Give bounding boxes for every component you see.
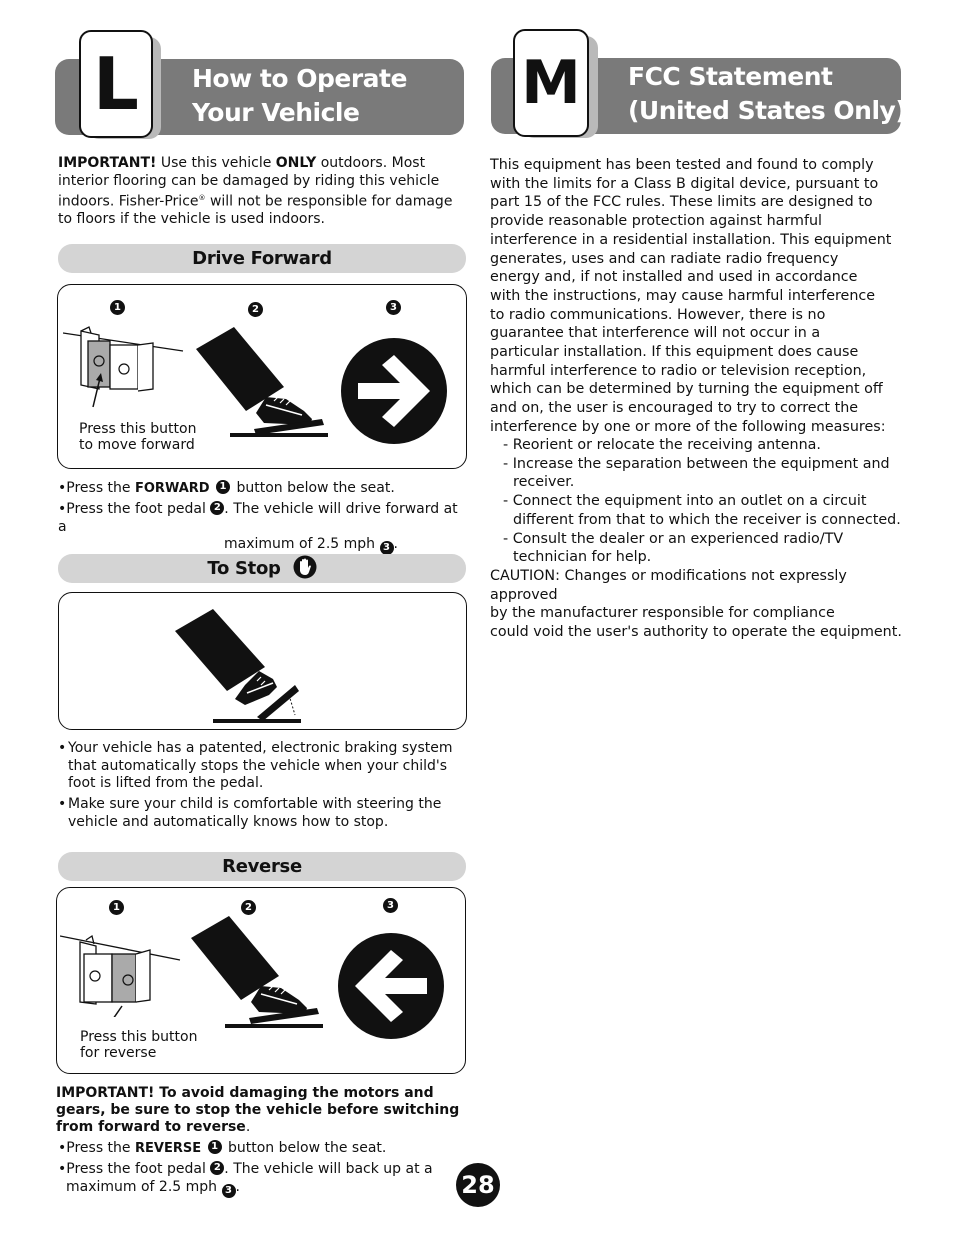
fcc-measure-item: - Increase the separation between the equipment and receiver. [503,455,890,491]
step-1-badge: 1 [110,300,125,315]
fcc-measure-item: - Consult the dealer or an experienced radio/TV technician for help. [503,530,844,566]
foot-pedal-press-illustration [189,916,329,1031]
reverse-bullet-2: •Press the foot pedal 2 . The vehicle will back up at a maximum of 2.5 mph 3 . [58,1161,433,1196]
title-line-2: (United States Only) [628,96,907,125]
caution-line: by the manufacturer responsible for compliance [490,605,835,622]
title-line-1: FCC Statement [628,62,833,91]
bullet-text: Make sure your child is comfortable with steering the vehicle and automatically knows how to stop. [68,796,442,830]
step-2-badge: 2 [248,302,263,317]
step-2-badge: 2 [241,900,256,915]
fcc-measure-item: - Connect the equipment into an outlet on a circuit different from that to which the receiver is connected. [503,493,901,528]
foot-pedal-press-illustration [194,327,334,442]
reverse-important-note [56,1085,466,1136]
to-stop-label: To Stop [207,558,281,579]
title-line-2: Your Vehicle [192,98,360,127]
section-l-title [192,62,407,130]
caption-line: for reverse [80,1045,157,1061]
step-2-badge: 2 [210,1161,224,1175]
fcc-measure-item: - Reorient or relocate the receiving antenna. [503,437,821,453]
bullet-text: maximum of 2.5 mph [224,536,380,552]
bullet-text: . The vehicle will back up at a [224,1161,433,1177]
bullet-text: Press the foot pedal [66,501,211,517]
bullet-text: button below the seat. [232,480,395,496]
reverse-label: REVERSE [135,1141,202,1156]
step-3-badge: 3 [222,1184,236,1198]
forward-arrow-icon [340,337,448,445]
forward-bullet-1: •Press the FORWARD 1 button below the seat. [58,480,395,496]
intro-paragraph [58,155,453,229]
bullet-text: button below the seat. [223,1140,387,1156]
bullet-text: Press the [66,480,135,496]
step-1-badge: 1 [208,1140,222,1154]
important-text: IMPORTANT! To avoid damaging the motors and gears, be sure to stop the vehicle before switching from forward to reverse [56,1085,460,1135]
section-letter-m: M [513,29,589,137]
intro-text: will not be responsible for damage to floors if the vehicle is used indoors. [58,193,453,228]
important-label: IMPORTANT! [58,155,157,171]
bullet-text: Press the foot pedal [66,1161,211,1177]
stop-hand-icon [293,555,317,579]
forward-label: FORWARD [135,481,210,496]
seat-button-illustration [60,932,185,1017]
reverse-panel [56,887,466,1074]
step-1-badge: 1 [109,900,124,915]
page-number: 28 [456,1163,500,1207]
step-1-badge: 1 [216,480,230,494]
fcc-caution [490,567,910,642]
caution-line: could void the user's authority to operate the equipment. [490,624,902,641]
intro-text: outdoors. Most interior flooring can be damaged by riding this vehicle indoors. Fisher-Price [58,155,440,210]
registered-mark: ® [198,194,206,202]
drive-forward-panel [57,284,467,469]
step-3-badge: 3 [383,898,398,913]
seat-button-illustration [63,323,188,408]
caption-line: Press this button [80,1029,198,1045]
reverse-arrow-icon [337,932,445,1040]
period: . [245,1119,251,1135]
stop-bullet-2: • Make sure your child is comfortable with steering the vehicle and automatically knows how to stop. [58,796,468,831]
reverse-heading: Reverse [58,852,466,881]
only-label: ONLY [275,155,317,171]
step-2-badge: 2 [210,501,224,515]
reverse-button-caption [80,1029,197,1061]
step-3-badge: 3 [386,300,401,315]
bullet-text: Press the [66,1140,135,1156]
forward-button-caption [79,421,196,453]
title-line-1: How to Operate [192,64,407,93]
section-m-title [628,60,906,128]
foot-lift-illustration [173,609,323,724]
section-letter-l: L [79,30,153,138]
period: . [393,536,398,552]
bullet-text: . The vehicle will drive forward at a [58,501,458,535]
period: . [235,1178,240,1195]
fcc-measures-list [503,436,903,567]
reverse-bullet-1: •Press the REVERSE 1 button below the seat. [58,1140,387,1156]
to-stop-heading [58,554,466,583]
bullet-text: Your vehicle has a patented, electronic braking system that automatically stops the vehicle when your child's foot is lifted from the pedal. [68,740,453,791]
caption-line: to move forward [79,437,195,453]
stop-bullet-1: • Your vehicle has a patented, electronic braking system that automatically stops the vehicle when your child's foot is lifted from the pedal. [58,740,468,793]
drive-forward-heading: Drive Forward [58,244,466,273]
caption-line: Press this button [79,421,197,437]
caution-line: CAUTION: Changes or modifications not expressly approved [490,568,847,603]
bullet-text: maximum of 2.5 mph [66,1178,222,1195]
forward-bullet-2: •Press the foot pedal 2 . The vehicle will drive forward at a maximum of 2.5 mph 3 . [58,501,458,553]
fcc-paragraph: This equipment has been tested and found to comply with the limits for a Class B digital device, pursuant to part 15 of the FCC rules. These limits are designed to provide reasonable protection against harmful interference in a residential installation. This equipment generates, uses and can radiate radio frequency energy and, if not installed and used in accordance with the instructions, may cause harmful interference to radio communications. However, there is no guarantee that interference will not occur in a particular installation. If this equipment does cause harmful interference to radio or television reception, which can be determined by turning the equipment off and on, the user is encouraged to try to correct the interference by one or more of the following measures: [490,157,892,435]
to-stop-panel [58,592,467,730]
step-3-badge: 3 [380,541,394,555]
intro-text: Use this vehicle [156,155,276,171]
